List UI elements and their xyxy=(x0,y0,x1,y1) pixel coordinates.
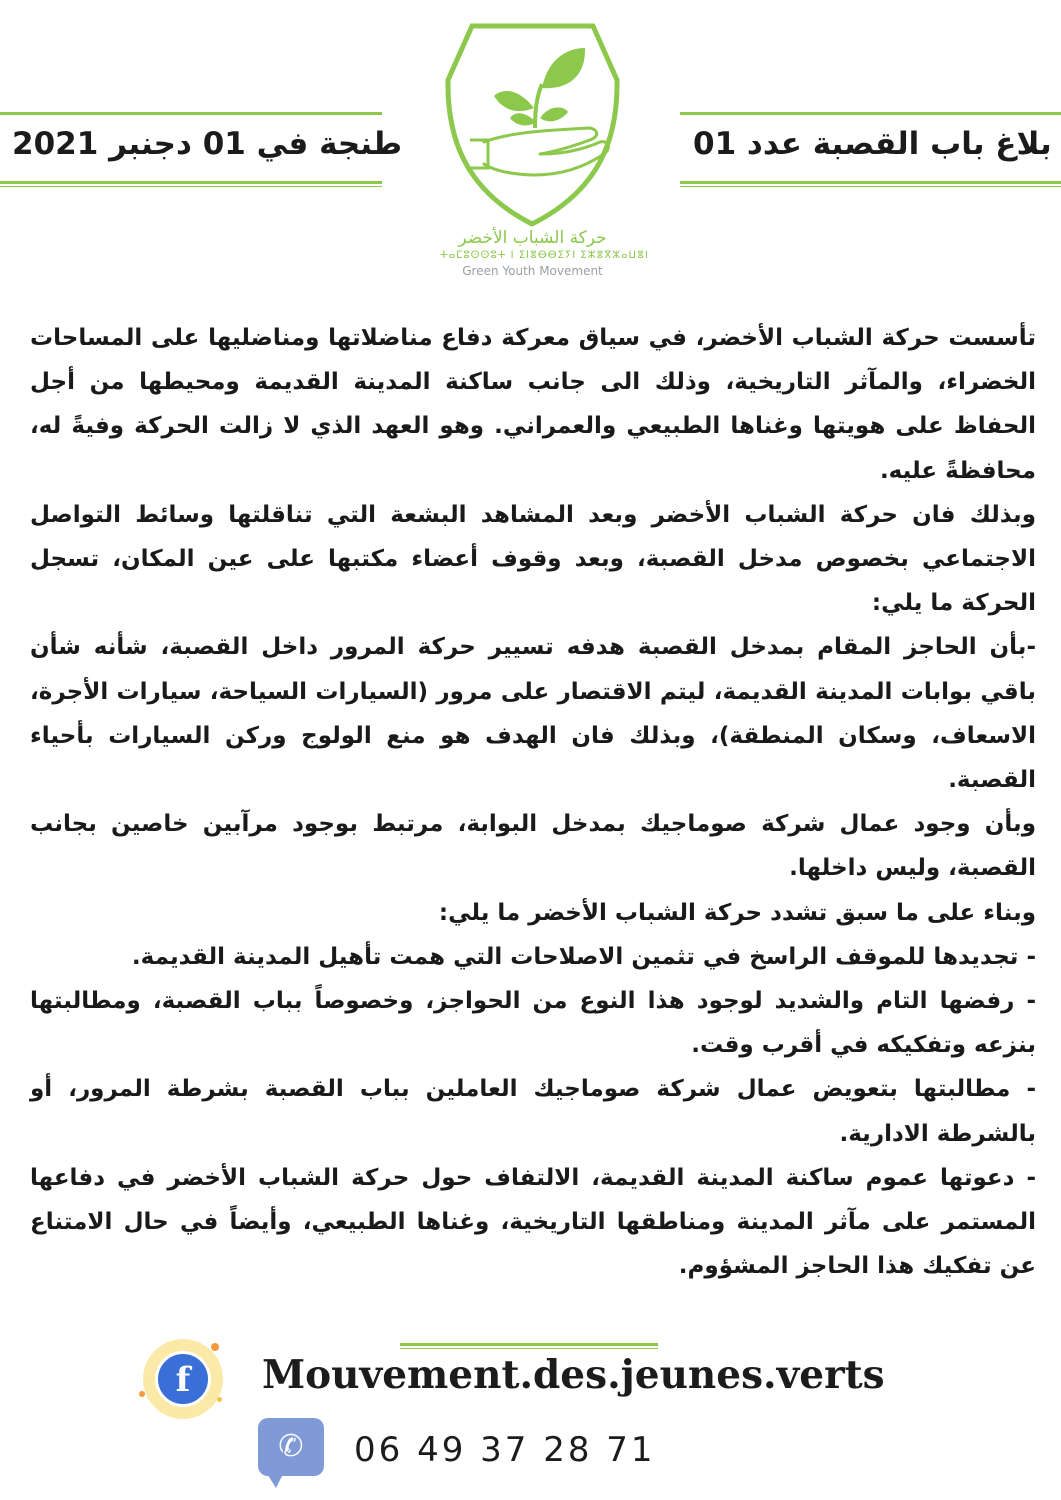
header-right-line-bottom xyxy=(680,181,1061,184)
paragraph: - رفضها التام والشديد لوجود هذا النوع من الحواجز، وخصوصاً بباب القصبة، ومطالبتها بنزعه وتفكيكه في أقرب وقت. xyxy=(30,988,1036,1059)
footer-line-top xyxy=(400,1343,658,1346)
sprout-stem-icon xyxy=(535,84,542,128)
header-date: طنجة في 01 دجنبر 2021 xyxy=(12,126,403,162)
header-communique-title: بلاغ باب القصبة عدد 01 xyxy=(693,126,1052,162)
paragraph: - تجديدها للموقف الراسخ في تثمين الاصلاحات التي همت تأهيل المدينة القديمة. xyxy=(131,943,1036,970)
paragraph: - دعوتها عموم ساكنة المدينة القديمة، الالتفاف حول حركة الشباب الأخضر في دفاعها المستمر على مآثر المدينة ومناطقها التاريخية، وغناها الطبيعي، وأيضاً في حال الامتناع عن تفكيك هذا الحاجز المشؤوم. xyxy=(30,1164,1036,1280)
header-left-line-bottom-2 xyxy=(0,186,382,187)
paragraph: وبأن وجود عمال شركة صوماجيك بمدخل البوابة، مرتبط بوجود مرآبين خاصين بجانب القصبة، وليس داخلها. xyxy=(30,811,1036,882)
paragraph: وبناء على ما سبق تشدد حركة الشباب الأخضر ما يلي: xyxy=(438,899,1036,926)
leaf-left-icon xyxy=(494,91,534,111)
phone-number[interactable]: 06 49 37 28 71 xyxy=(354,1430,656,1470)
shield-icon xyxy=(448,26,617,224)
facebook-badge[interactable] xyxy=(143,1339,223,1419)
facebook-icon[interactable]: f xyxy=(155,1351,211,1407)
logo-english-name: Green Youth Movement xyxy=(462,264,603,278)
paragraph: تأسست حركة الشباب الأخضر، في سياق معركة دفاع مناضلاتها ومناضليها على المساحات الخضراء، والمآثر التاريخية، وذلك الى جانب ساكنة المدينة القديمة ومحيطها من أجل الحفاظ على هويتها وغناها الطبيعي والعمراني. وهو العهد الذي لا زالت الحركة وفيةً له، محافظةً عليه. xyxy=(30,325,1036,484)
phone-icon: ✆ xyxy=(278,1429,304,1464)
header-right-line-top xyxy=(680,112,1061,115)
decor-dot xyxy=(139,1391,145,1397)
decor-dot xyxy=(217,1397,222,1402)
communique-body xyxy=(30,316,1036,1288)
facebook-handle[interactable]: Mouvement.des.jeunes.verts xyxy=(262,1352,885,1398)
leaf-small-icon xyxy=(510,113,536,125)
header-right-line-bottom-2 xyxy=(680,186,1061,187)
header-left-line-bottom xyxy=(0,181,382,184)
leaf-large-icon xyxy=(542,48,585,88)
paragraph: وبذلك فان حركة الشباب الأخضر وبعد المشاهد البشعة التي تناقلتها وسائط التواصل الاجتماعي بخصوص مدخل القصبة، وبعد وقوف أعضاء مكتبها على عين المكان، تسجل الحركة ما يلي: xyxy=(30,501,1036,617)
logo-tifinagh-name: ⵜⴰⵎⵓⵙⵙⵓⵜ ⵏ ⵉⵏⴻⴱⴱⵉⵢⵏ ⵉⵣⴻⴳⵣⴰⵡⴻⵏ xyxy=(440,250,649,261)
footer-line-bottom xyxy=(400,1348,658,1349)
hand-icon xyxy=(484,128,608,175)
paragraph: -بأن الحاجز المقام بمدخل القصبة هدفه تسيير حركة المرور داخل القصبة، شأنه شأن باقي بوابات المدينة القديمة، ليتم الاقتصار على مرور (السيارات السياحة، سيارات الأجرة، الاسعاف، وسكان المنطقة)، وبذلك فان الهدف هو منع الولوج وركن السيارات بأحياء القصبة. xyxy=(30,634,1036,794)
logo-arabic-name: حركة الشباب الأخضر xyxy=(458,228,607,248)
paragraph: - مطالبتها بتعويض عمال شركة صوماجيك العاملين بباب القصبة بشرطة المرور، أو بالشرطة الادارية. xyxy=(30,1076,1036,1147)
decor-dot xyxy=(211,1343,219,1351)
header-left-line-top xyxy=(0,112,382,115)
leaf-right-icon xyxy=(540,107,568,121)
phone-chat-badge[interactable] xyxy=(258,1418,324,1476)
